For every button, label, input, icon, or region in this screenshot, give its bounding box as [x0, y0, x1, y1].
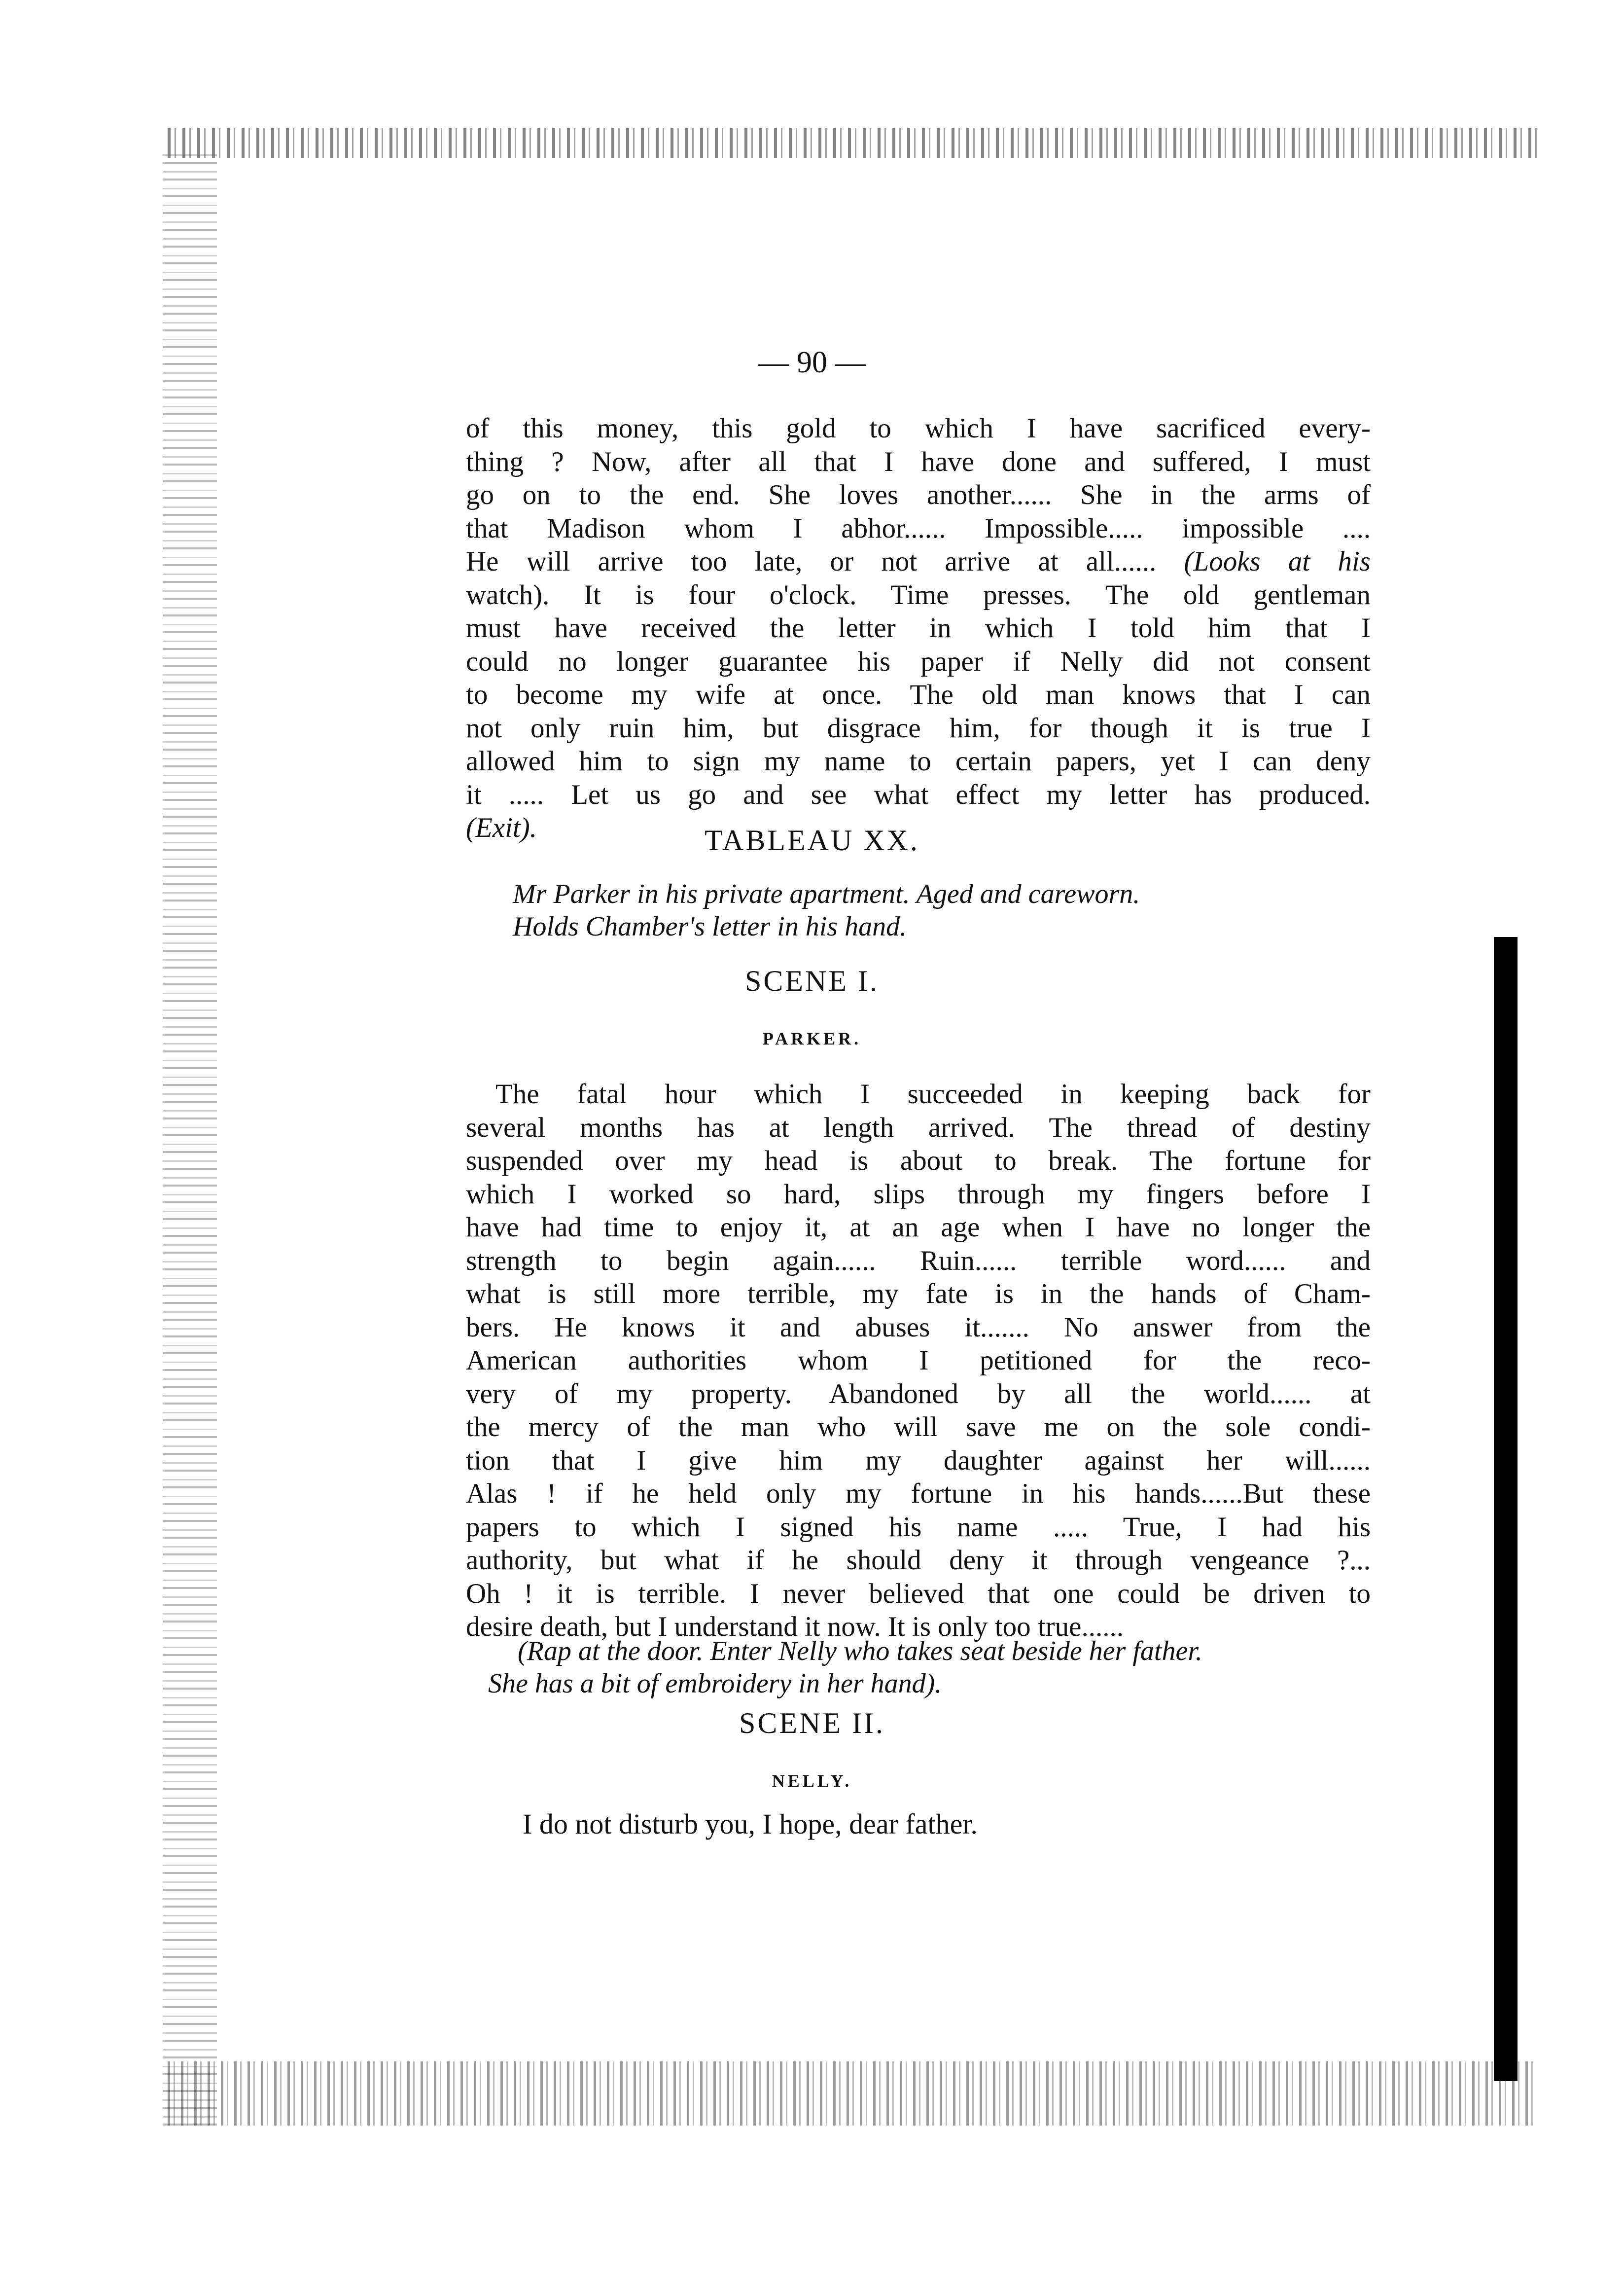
scene-heading: SCENE II. [739, 1707, 885, 1739]
page-edge-noise-left [163, 148, 217, 2126]
text-line: bers. He knows it and abuses it....... No answer from the [466, 1311, 1371, 1343]
text-line: watch). It is four o'clock. Time presses. The old gentleman [466, 579, 1371, 611]
text-line: I do not disturb you, I hope, dear father. [523, 1808, 978, 1840]
scene-heading: SCENE I. [745, 965, 879, 997]
nelly-line [523, 1807, 1410, 1841]
stage-line: Mr Parker in his private apartment. Aged and careworn. [513, 879, 1140, 909]
page-number: — 90 — [758, 346, 866, 379]
text-line: have had time to enjoy it, at an age when I have no longer the [466, 1212, 1371, 1243]
text-line: tion that I give him my daughter against her will...... [466, 1444, 1371, 1476]
speaker-name: PARKER. [762, 1029, 862, 1048]
text-line: Alas ! if he held only my fortune in his hands......But these [466, 1478, 1371, 1509]
text-line: papers to which I signed his name ..... True, I had his [466, 1511, 1371, 1543]
text-line: desire death, but I understand it now. It is only too true...... [466, 1611, 1124, 1642]
exit-direction: (Exit). [466, 812, 537, 843]
parker-monologue [466, 1078, 1371, 1644]
text-line: Oh ! it is terrible. I never believed that one could be driven to [466, 1578, 1371, 1609]
text-line: that Madison whom I abhor...... Impossible..... impossible .... [466, 512, 1371, 544]
binding-shadow-bar [1494, 937, 1518, 2081]
text-line: what is still more terrible, my fate is in the hands of Cham- [466, 1278, 1371, 1309]
stage-direction-inline: (Looks at his [1184, 546, 1371, 577]
text-line: it ..... Let us go and see what effect my letter has produced. [466, 779, 1371, 810]
page-edge-noise-top [168, 128, 1538, 158]
text-line: must have received the letter in which I told him that I [466, 613, 1371, 644]
text-line: allowed him to sign my name to certain papers, yet I can deny [466, 746, 1371, 777]
stage-line: (Rap at the door. Enter Nelly who takes seat beside her father. [518, 1636, 1202, 1666]
speaker-name: NELLY. [772, 1771, 852, 1791]
tableau-direction [513, 878, 1361, 943]
tableau-heading: TABLEAU XX. [705, 824, 919, 857]
text-line: not only ruin him, but disgrace him, for though it is true I [466, 712, 1371, 744]
text-line: of this money, this gold to which I have sacrificed every- [466, 413, 1371, 444]
text-line: strength to begin again...... Ruin...... terrible word...... and [466, 1245, 1371, 1276]
text-line: several months has at length arrived. The thread of destiny [466, 1112, 1371, 1143]
text-line: authority, but what if he should deny it through vengeance ?... [466, 1545, 1371, 1576]
text-line: go on to the end. She loves another...... She in the arms of [466, 479, 1371, 510]
text-line: suspended over my head is about to break. The fortune for [466, 1145, 1371, 1176]
text-line: very of my property. Abandoned by all the world...... at [466, 1378, 1371, 1409]
text-line: He will arrive too late, or not arrive at all...... [466, 546, 1157, 577]
text-line: which I worked so hard, slips through my fingers before I [466, 1178, 1371, 1210]
page-edge-noise-bottom [168, 2061, 1538, 2126]
scene-stage-direction [488, 1635, 1336, 1700]
stage-line: Holds Chamber's letter in his hand. [513, 911, 907, 942]
text-line-with-stage [466, 545, 1371, 578]
text-line: The fatal hour which I succeeded in keeping back for [495, 1079, 1371, 1110]
monologue-continuation [466, 412, 1371, 845]
text-line: thing ? Now, after all that I have done and suffered, I must [466, 446, 1371, 477]
text-line: could no longer guarantee his paper if Nelly did not consent [466, 646, 1371, 677]
text-line: to become my wife at once. The old man knows that I can [466, 679, 1371, 710]
text-line: American authorities whom I petitioned for the reco- [466, 1345, 1371, 1376]
text-line: the mercy of the man who will save me on the sole condi- [466, 1411, 1371, 1442]
stage-line: She has a bit of embroidery in her hand). [488, 1668, 942, 1699]
